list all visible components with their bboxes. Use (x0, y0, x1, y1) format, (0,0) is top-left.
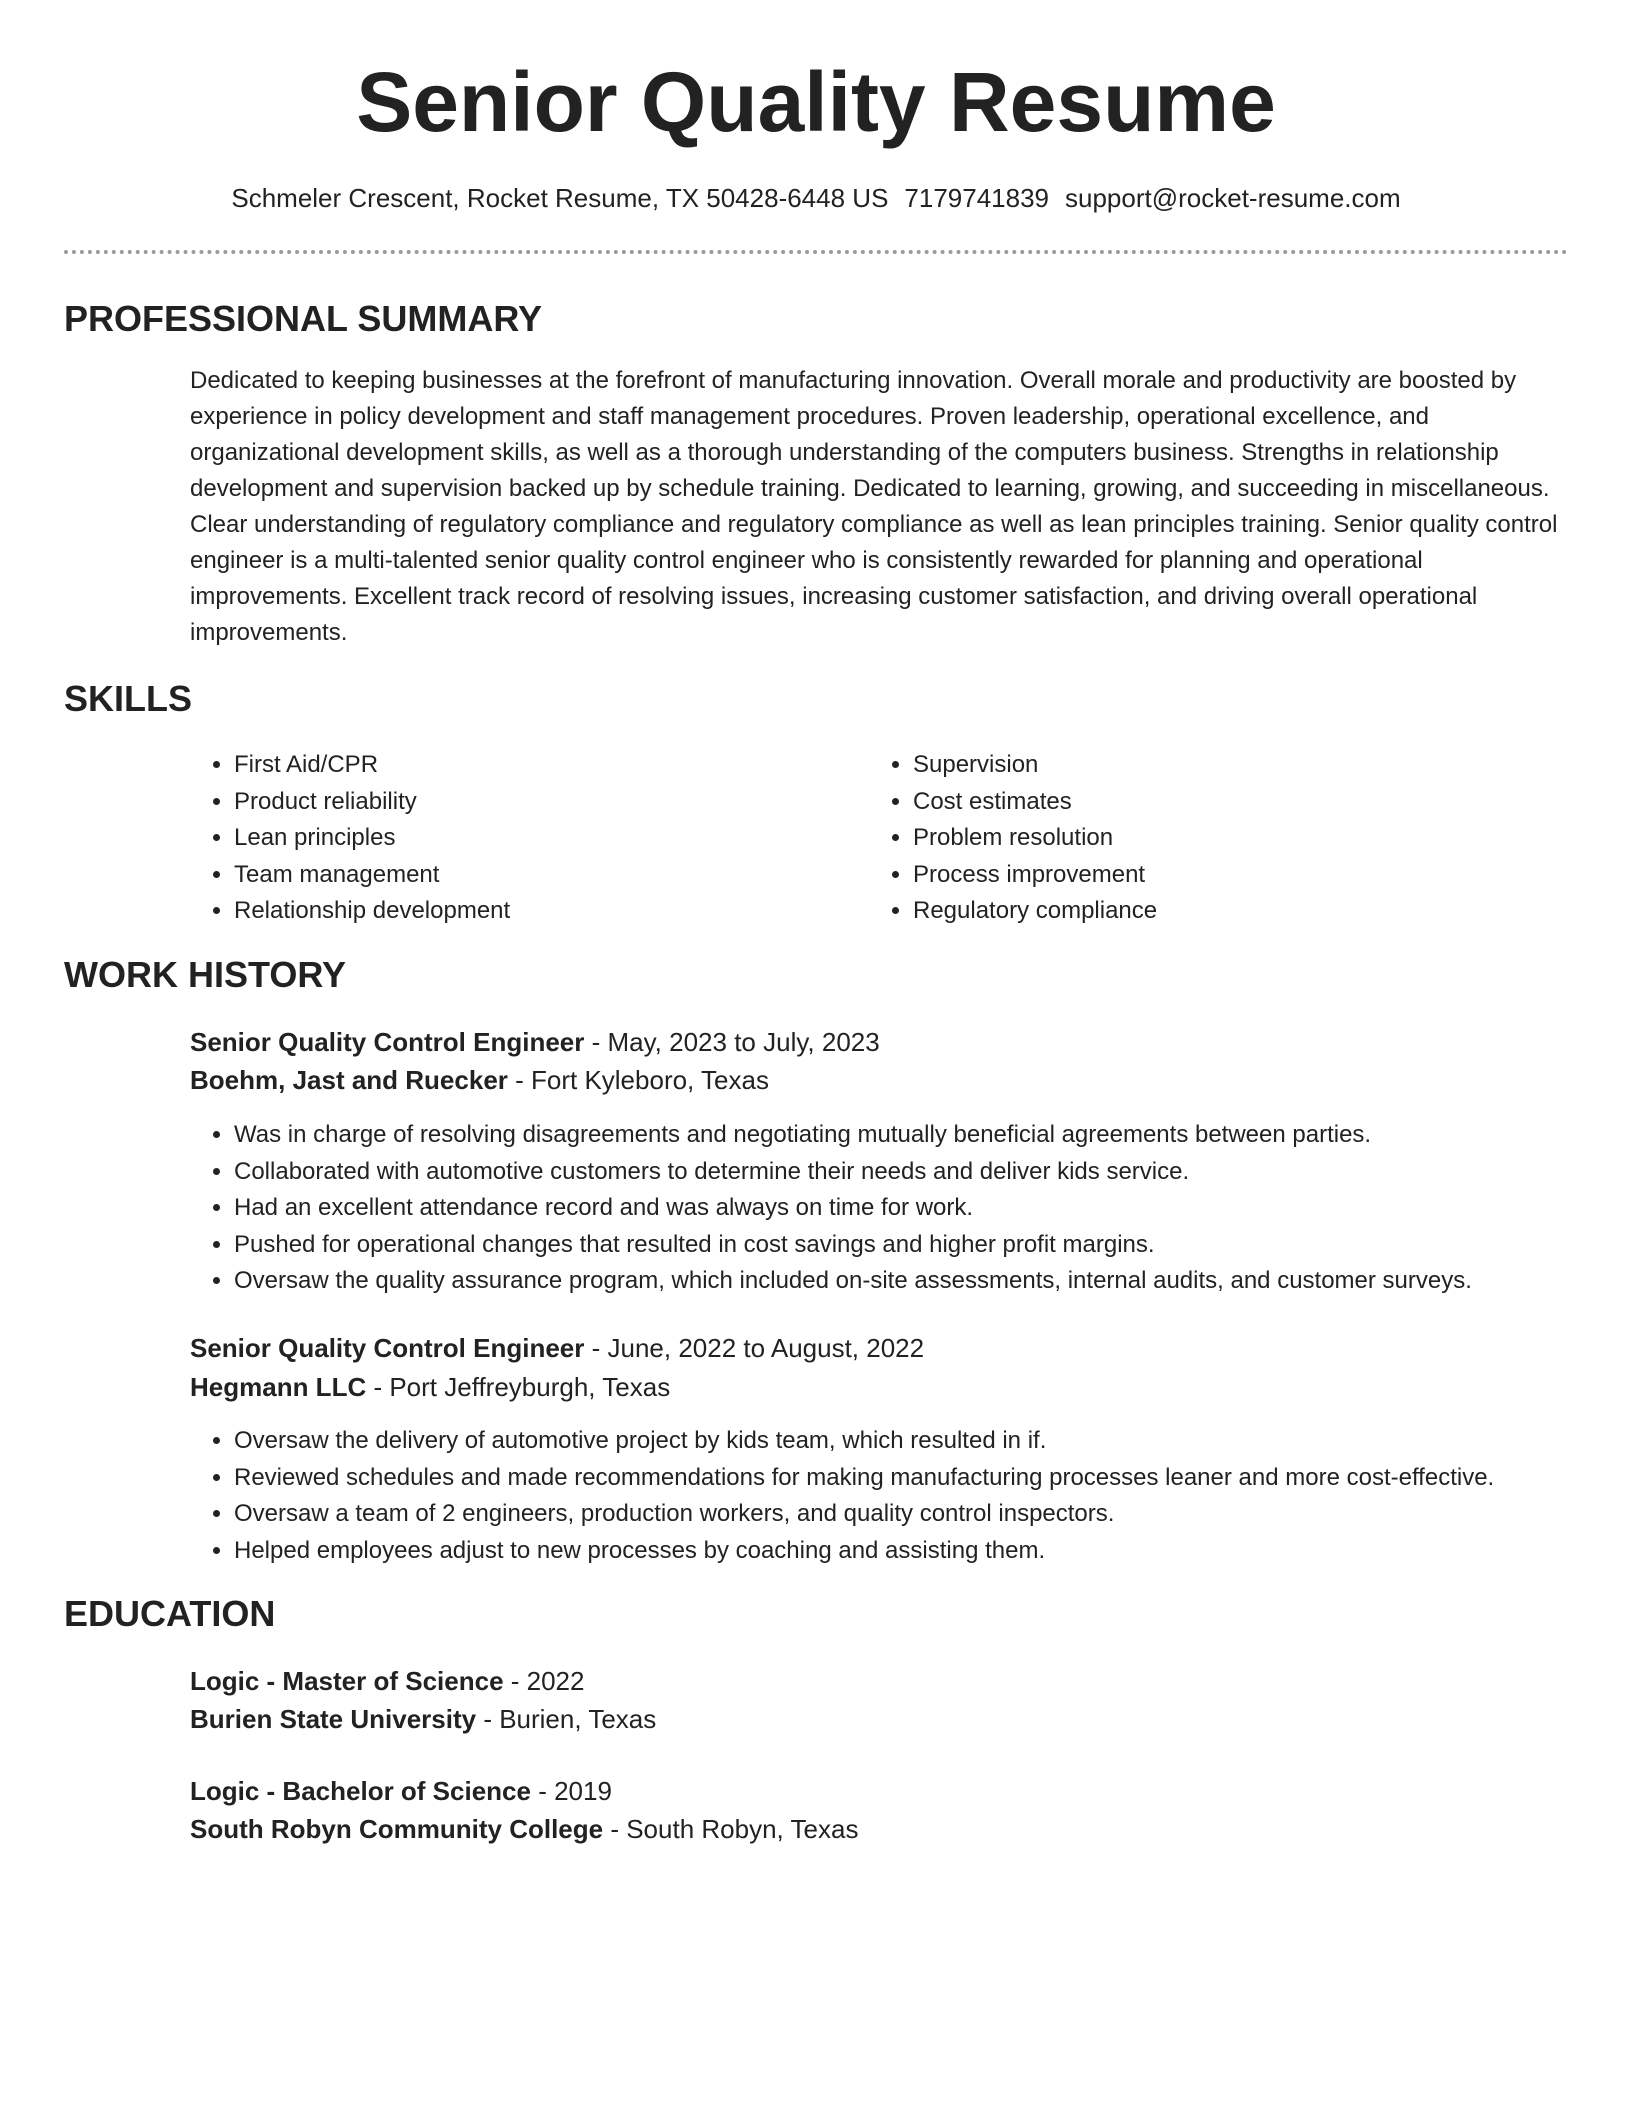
education-school-line (190, 1810, 858, 1848)
contact-address: Schmeler Crescent, Rocket Resume, TX 50428-6448 US (231, 183, 889, 213)
skills-list-left (190, 747, 794, 930)
education-degree: Logic - Master of Science (190, 1666, 504, 1696)
header-divider (64, 250, 1568, 254)
job-bullets (190, 1423, 1632, 1569)
education-year: - 2019 (530, 1776, 612, 1806)
skill-item: • Problem resolution (913, 820, 1473, 857)
job-position: Senior Quality Control Engineer (190, 1333, 585, 1363)
job-bullet: • Helped employees adjust to new processes by coaching and assisting them. (234, 1533, 1632, 1570)
job-company: Boehm, Jast and Ruecker (190, 1065, 508, 1095)
job-bullet: • Oversaw the delivery of automotive project by kids team, which resulted in if. (234, 1423, 1632, 1460)
summary-title: PROFESSIONAL SUMMARY (64, 298, 543, 339)
job-position: Senior Quality Control Engineer (190, 1027, 585, 1057)
skills-list-right (869, 747, 1473, 930)
job-location: - Port Jeffreyburgh, Texas (366, 1372, 671, 1402)
education-school-line (190, 1700, 656, 1738)
education-location: - Burien, Texas (476, 1704, 657, 1734)
job-bullets (190, 1117, 1632, 1300)
work-history-title: WORK HISTORY (64, 954, 347, 995)
summary-text: Dedicated to keeping businesses at the forefront of manufacturing innovation. Overall morale and productivity are boosted by experience in policy development and staff management procedures. Proven leadership, operational excellence, and organizational development skills, as well as a thorough understanding of the computers business. Strengths in relationship development and supervision backed up by schedule training. Dedicated to learning, growing, and succeeding in miscellaneous. Clear understanding of regulatory compliance and regulatory compliance as well as lean principles training. Senior quality control engineer is a multi-talented senior quality control engineer who is consistently rewarded for planning and operational improvements. Excellent track record of resolving issues, increasing customer satisfaction, and driving overall operational improvements. (190, 367, 1558, 646)
job-bullet: • Pushed for operational changes that resulted in cost savings and higher profit margins. (234, 1227, 1632, 1264)
education-degree-line (190, 1772, 612, 1810)
job-company-line (190, 1061, 769, 1099)
job-bullet: • Collaborated with automotive customers to determine their needs and deliver kids service. (234, 1154, 1632, 1191)
skill-item: • Team management (234, 857, 794, 894)
contact-email[interactable]: support@rocket-resume.com (1065, 183, 1401, 213)
job-dates: - June, 2022 to August, 2022 (584, 1333, 925, 1363)
education-year: - 2022 (503, 1666, 585, 1696)
job-bullet: • Was in charge of resolving disagreements and negotiating mutually beneficial agreements between parties. (234, 1117, 1632, 1154)
skill-item: • Supervision (913, 747, 1473, 784)
job-company-line (190, 1368, 670, 1406)
skills-title: SKILLS (64, 678, 193, 719)
contact-phone: 7179741839 (904, 183, 1050, 213)
contact-line (0, 180, 1632, 216)
job-bullet: • Had an excellent attendance record and was always on time for work. (234, 1190, 1632, 1227)
education-degree-line (190, 1662, 584, 1700)
job-bullet: • Reviewed schedules and made recommendations for making manufacturing processes leaner and more cost-effective. (234, 1460, 1632, 1497)
job-dates: - May, 2023 to July, 2023 (584, 1027, 880, 1057)
skill-item: • Regulatory compliance (913, 893, 1473, 930)
skill-item: • Lean principles (234, 820, 794, 857)
education-school: Burien State University (190, 1704, 477, 1734)
job-bullet: • Oversaw the quality assurance program, which included on-site assessments, internal audits, and customer surveys. (234, 1263, 1632, 1300)
skill-item: • Cost estimates (913, 784, 1473, 821)
job-title-line (190, 1023, 880, 1061)
job-title-line (190, 1329, 924, 1367)
resume-name: Senior Quality Resume (356, 55, 1276, 149)
job-bullet: • Oversaw a team of 2 engineers, production workers, and quality control inspectors. (234, 1496, 1632, 1533)
job-location: - Fort Kyleboro, Texas (507, 1065, 769, 1095)
skill-item: • First Aid/CPR (234, 747, 794, 784)
education-location: - South Robyn, Texas (603, 1814, 859, 1844)
skill-item: • Relationship development (234, 893, 794, 930)
skill-item: • Process improvement (913, 857, 1473, 894)
skill-item: • Product reliability (234, 784, 794, 821)
education-degree: Logic - Bachelor of Science (190, 1776, 531, 1806)
education-school: South Robyn Community College (190, 1814, 604, 1844)
job-company: Hegmann LLC (190, 1372, 367, 1402)
education-title: EDUCATION (64, 1593, 276, 1634)
